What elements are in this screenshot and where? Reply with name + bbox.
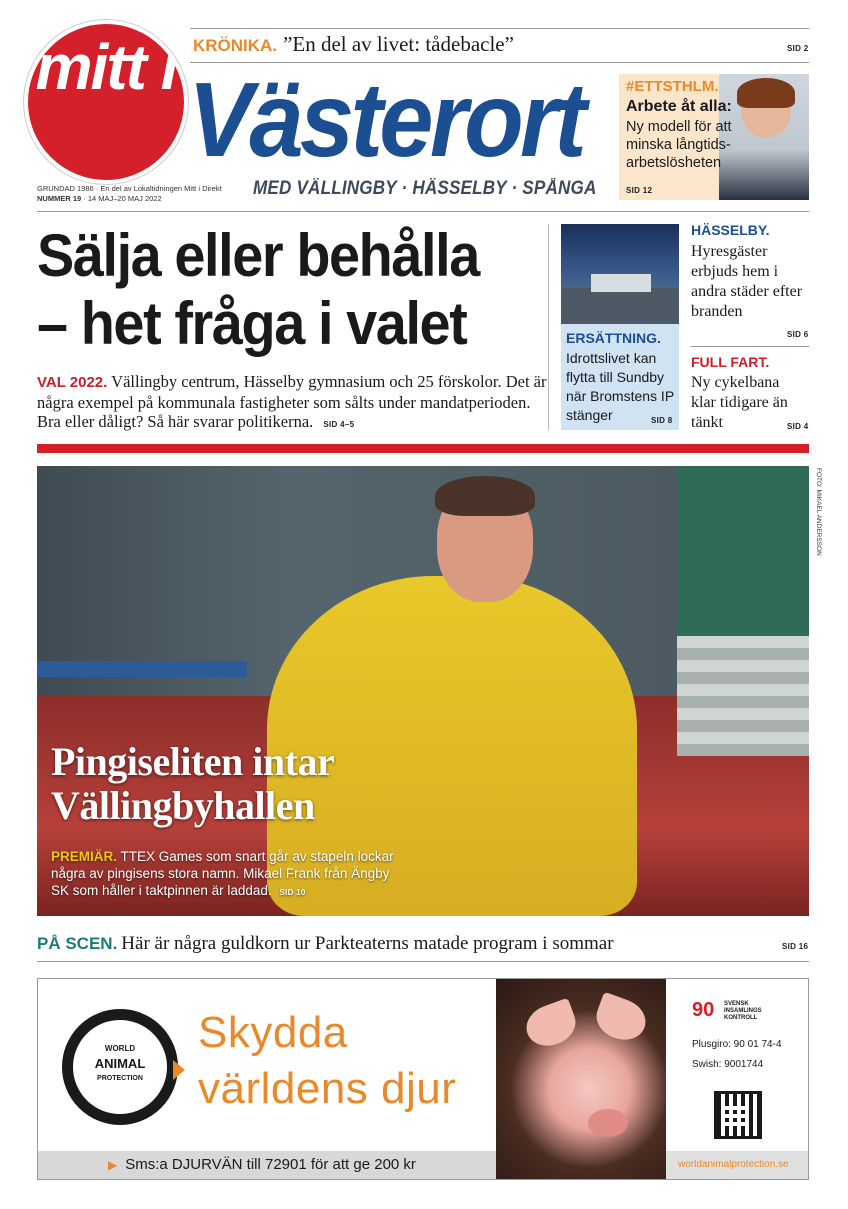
kronika-title: ”En del av livet: tådebacle”	[283, 32, 514, 56]
ettsthlm-teaser[interactable]	[619, 74, 809, 200]
main-sid: SID 10	[279, 888, 306, 897]
ersattning-teaser[interactable]	[561, 224, 679, 430]
ad-url-link[interactable]: worldanimalprotection.se	[678, 1159, 789, 1170]
hasselby-text[interactable]: Hyresgäster erbjuds hem i andra städer efter branden	[691, 243, 803, 320]
lead-kicker: VAL 2022.	[37, 374, 108, 391]
insamlingskontroll-badge: 90	[692, 999, 715, 1021]
ad-headline	[198, 1005, 456, 1117]
pig-ear-left	[521, 998, 582, 1053]
portrait-hair	[737, 78, 795, 108]
pa-scen-sid: SID 16	[782, 942, 809, 951]
hasselby-kicker: HÄSSELBY.	[691, 222, 770, 238]
ersattning-sid: SID 8	[651, 416, 673, 425]
sms-label: Sms:a DJURVÄN till 72901 för att ge 200 kr	[125, 1156, 416, 1173]
nummer-dates: · 14 MAJ–20 MAJ 2022	[81, 194, 162, 203]
logo-line2: ANIMAL	[94, 1056, 146, 1071]
photo-sign	[591, 274, 651, 292]
red-divider-bar	[37, 444, 809, 453]
bromsten-photo	[561, 224, 679, 324]
fullfart-sid: SID 4	[787, 422, 809, 431]
url-bar	[666, 1151, 809, 1180]
donation-info	[692, 1035, 782, 1075]
main-text: TTEX Games som snart går av stapeln lockar några av pingisens stora namn. Mikael Frank från Ängby SK som håller i taktpinnen är laddad.	[51, 849, 394, 898]
masthead-rule	[37, 211, 809, 212]
piglet-photo	[496, 979, 666, 1179]
play-arrow-icon: ▶	[108, 1158, 118, 1172]
pingpong-table	[37, 661, 247, 677]
logo-text: mitt i	[35, 31, 177, 103]
ersattning-kicker: ERSÄTTNING.	[566, 330, 661, 346]
lead-sid: SID 4–5	[323, 420, 355, 429]
ettsthlm-kicker: #ETTSTHLM.	[626, 78, 719, 95]
qr-code-icon[interactable]	[714, 1091, 762, 1139]
kronika-teaser[interactable]	[193, 32, 514, 57]
kronika-sid: SID 2	[787, 44, 809, 53]
logo-line1: WORLD	[104, 1044, 136, 1053]
man-hair	[435, 476, 535, 516]
pig-ear-right	[591, 992, 652, 1047]
paper-subtitle: MED VÄLLINGBY · HÄSSELBY · SPÅNGA	[253, 178, 597, 199]
column-divider	[548, 224, 549, 430]
photo-credit: FOTO: MIKAEL ANDERSSON	[815, 468, 822, 556]
issue-info	[37, 184, 222, 204]
lead-headline[interactable]	[37, 222, 521, 358]
main-story-photo[interactable]	[37, 466, 809, 916]
hasselby-sid: SID 6	[787, 330, 809, 339]
lead-headline-line2: – het fråga i valet	[37, 290, 467, 357]
pa-scen-teaser[interactable]	[37, 933, 614, 955]
lead-summary[interactable]	[37, 372, 547, 435]
swish: Swish: 9001744	[692, 1059, 764, 1070]
logo-arrow-icon	[173, 1060, 185, 1080]
ad-headline-line1: Skydda	[198, 1008, 348, 1057]
paper-name: Västerort	[188, 61, 584, 179]
sms-text	[108, 1156, 416, 1173]
mitt-i-logo[interactable]	[24, 20, 188, 184]
pa-scen-text: Här är några guldkorn ur Parkteaterns matade program i sommar	[121, 933, 614, 954]
lead-text: Vällingby centrum, Hässelby gymnasium och 25 förskolor. Det är några exempel på kommunala fastigheter som sålts under mandatperioden. Bra eller dåligt? Så här svarar politikerna.	[37, 372, 547, 431]
advertisement[interactable]	[37, 978, 809, 1180]
sms-bar	[38, 1151, 496, 1180]
ad-donation-panel	[666, 979, 809, 1180]
ersattning-text: Idrottslivet kan flytta till Sundby när Bromstens IP stänger	[566, 350, 674, 423]
pig-snout	[588, 1109, 628, 1137]
kronika-kicker: KRÖNIKA.	[193, 36, 278, 55]
main-caption	[51, 848, 411, 901]
nummer-label: NUMMER 19	[37, 194, 82, 203]
main-headline-line2: Vällingbyhallen	[51, 783, 315, 828]
main-headline-line1: Pingiseliten intar	[51, 739, 335, 784]
photo-ground	[561, 288, 679, 324]
scen-rule	[37, 961, 809, 962]
ettsthlm-title: Arbete åt alla:	[626, 98, 732, 115]
fullfart-text[interactable]: Ny cykelbana klar tidigare än tänkt	[691, 374, 788, 431]
main-headline	[51, 740, 334, 828]
side-rule	[691, 346, 809, 347]
plusgiro: Plusgiro: 90 01 74-4	[692, 1039, 782, 1050]
world-animal-protection-logo	[62, 1009, 178, 1125]
lead-headline-line1: Sälja eller behålla	[37, 222, 479, 289]
main-kicker: PREMIÄR.	[51, 849, 118, 864]
ad-headline-line2: världens djur	[198, 1064, 457, 1113]
pa-scen-kicker: PÅ SCEN.	[37, 934, 118, 953]
insamlingskontroll-text: SVENSK INSAMLINGS KONTROLL	[724, 1001, 762, 1021]
ettsthlm-text: Ny modell för att minska långtids-arbetslösheten	[626, 119, 732, 171]
logo-line3: PROTECTION	[97, 1075, 143, 1082]
ettsthlm-sid: SID 12	[626, 186, 653, 195]
fullfart-kicker: FULL FART.	[691, 354, 770, 370]
grundad-text: GRUNDAD 1986 · En del av Lokaltidningen Mitt i Direkt	[37, 184, 222, 193]
top-rule	[190, 28, 809, 29]
photo-stairs	[677, 636, 809, 756]
